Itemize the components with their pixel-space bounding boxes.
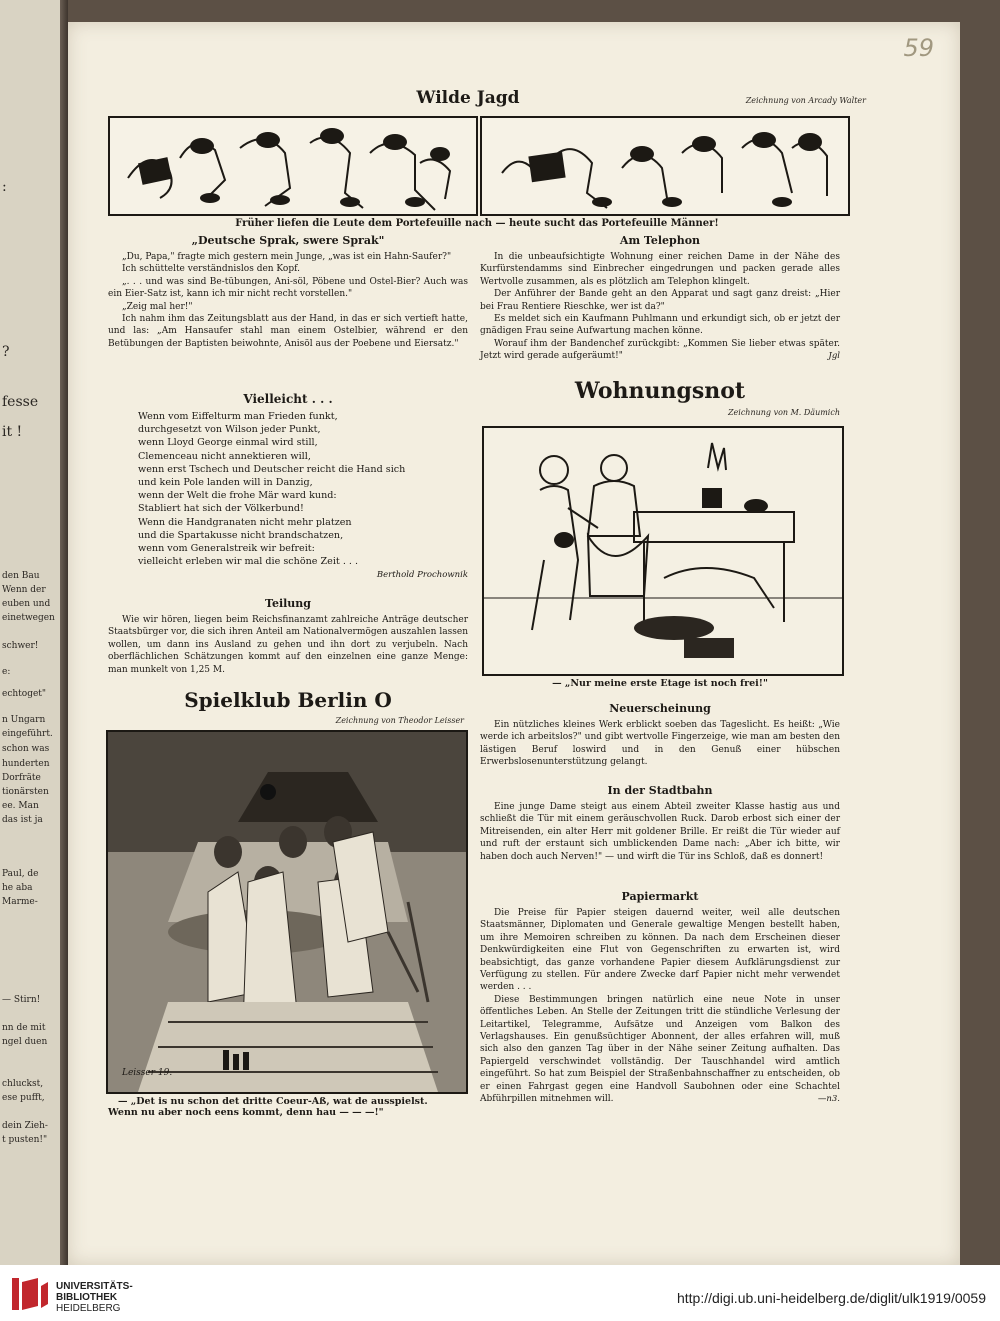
previous-page-edge — [0, 0, 60, 1265]
previous-page-text-fragment: ee. Man — [2, 801, 39, 811]
am-telephon-author: Jgl — [828, 350, 840, 361]
page-number: 59 — [903, 34, 934, 62]
verse-line: und die Spartakusse nicht brandschatzen, — [138, 529, 344, 541]
previous-page-text-fragment: das ist ja — [2, 815, 43, 825]
neuerscheinung-article — [480, 702, 840, 769]
source-url-link[interactable]: http://digi.ub.uni-heidelberg.de/diglit/ulk1919/0059 — [676, 1290, 986, 1306]
paragraph: Ich nahm ihm das Zeitungsblatt aus der Hand, in das er sich vertieft hatte, und las: „Am Hansaufer stahl man einem Ostelbier, während er den Betübungen der Baptisten beiwohnte, Anisöl aus der Poebene und Eiersatz." — [108, 314, 468, 349]
previous-page-text-fragment: den Bau — [2, 571, 40, 581]
verse-line: Stabliert hat sich der Völkerbund! — [138, 503, 304, 515]
previous-page-text-fragment: hunderten — [2, 759, 50, 769]
verse-line: wenn Lloyd George einmal wird still, — [138, 437, 318, 449]
deutsche-sprak-article — [108, 234, 468, 350]
previous-page-text-fragment: fesse — [2, 394, 39, 410]
vielleicht-poem — [108, 392, 468, 580]
paragraph: „Du, Papa," fragte mich gestern mein Junge, „was ist ein Hahn-Saufer?" — [122, 252, 452, 262]
vielleicht-verse — [108, 410, 468, 568]
deutsche-sprak-title: „Deutsche Sprak, swere Sprak" — [191, 234, 385, 247]
previous-page-text-fragment: e: — [2, 667, 11, 677]
previous-page-text-fragment: tionärsten — [2, 787, 49, 797]
book-spine — [60, 0, 68, 1265]
papiermarkt-title: Papiermarkt — [621, 890, 699, 903]
papiermarkt-article — [480, 890, 840, 1104]
previous-page-text-fragment: ngel duen — [2, 1037, 48, 1047]
wilde-jagd-left-panel — [108, 116, 478, 216]
spielklub-illustration — [106, 730, 468, 1094]
wilde-jagd-right-panel — [480, 116, 850, 216]
spielklub-caption — [108, 1096, 468, 1118]
apartment-drawing — [484, 428, 842, 674]
am-telephon-body — [480, 251, 840, 363]
previous-page-text-fragment: he aba — [2, 883, 33, 893]
paragraph: Der Anführer der Bande geht an den Apparat und sagt ganz dreist: „Hier bei Frau Rentiere Rieschke, wer ist da?" — [480, 289, 840, 312]
previous-page-text-fragment: einetwegen — [2, 613, 55, 623]
deutsche-sprak-body — [108, 251, 468, 350]
verse-line: Wenn die Handgranaten nicht mehr platzen — [138, 516, 352, 528]
paragraph: Ein nützliches kleines Werk erblickt soeben das Tageslicht. Es heißt: „Wie werde ich arbeitslos?" und gibt wertvolle Fingerzeige, wie man am besten den lästigen Beruf loswird und in den Genuß einer hübschen Erwerbslosenunterstützung gelangt. — [480, 720, 840, 768]
caption-line: — „Det is nu schon det dritte Coeur-Aß, wat de ausspielst. — [118, 1096, 428, 1107]
wilde-jagd-credit: Zeichnung von Arcady Walter — [745, 96, 866, 105]
previous-page-text-fragment: n Ungarn — [2, 715, 46, 725]
previous-page-text-fragment: echtoget" — [2, 689, 47, 699]
teilung-body — [108, 614, 468, 676]
previous-page-text-fragment: euben und — [2, 599, 51, 609]
previous-page-text-fragment: schon was — [2, 744, 50, 754]
running-portfolio-drawing — [482, 118, 848, 214]
stadtbahn-body — [480, 801, 840, 863]
previous-page-text-fragment: schwer! — [2, 641, 39, 651]
neuerscheinung-title: Neuerscheinung — [609, 702, 711, 715]
vielleicht-title: Vielleicht . . . — [243, 392, 333, 406]
papiermarkt-author: —n3. — [817, 1093, 840, 1104]
verse-line: wenn erst Tschech und Deutscher reicht die Hand sich — [138, 463, 406, 475]
spielklub-title: Spielklub Berlin O — [184, 688, 392, 712]
previous-page-text-fragment: Dorfräte — [2, 773, 41, 783]
previous-page-text-fragment: — Stirn! — [2, 995, 41, 1005]
institution-line: BIBLIOTHEK — [56, 1292, 118, 1303]
paragraph: Wie wir hören, liegen beim Reichsfinanzamt zahlreiche Anträge deutscher Staatsbürger vor, die sich ihren Anteil am Nationalvermögen auszahlen lassen wollen, um dann ins Ausland zu gehen und ihn dort zu verjubeln. Nach oberflächlichen Schätzungen kommt auf den einzelnen eine ganze Menge: man munkelt von 1,25 M. — [108, 615, 468, 675]
card-players-drawing — [108, 732, 466, 1092]
magazine-page — [68, 22, 960, 1265]
previous-page-text-fragment: it ! — [2, 424, 23, 440]
wilde-jagd-caption: Früher liefen die Leute dem Portefeuille nach — heute sucht das Portefeuille Männer! — [235, 218, 719, 229]
previous-page-text-fragment: dein Zieh- — [2, 1121, 48, 1131]
wilde-jagd-title: Wilde Jagd — [416, 88, 520, 108]
artist-signature: Leisser 19. — [122, 1068, 173, 1078]
previous-page-text-fragment: : — [2, 179, 7, 195]
paragraph: Worauf ihm der Bandenchef zurückgibt: „Kommen Sie lieber etwas später. Jetzt wird gerade aufgeräumt!" — [480, 338, 840, 362]
verse-line: wenn der Welt die frohe Mär ward kund: — [138, 490, 337, 502]
previous-page-text-fragment: ese pufft, — [2, 1093, 45, 1103]
verse-line: wenn vom Generalstreik wir befreit: — [138, 543, 315, 555]
paragraph: Diese Bestimmungen bringen natürlich eine neue Note in unser öffentliches Leben. An Stelle der Zeitungen tritt die stündliche Verlesung der Leitartikel, Telegramme, Aufsätze und Anzeigen vom Balkon des Verlagshauses. Ein genußsüchtiger Abonnent, der alles erfahren will, muß sich also den ganzen Tag über in der Nähe seiner Zeitung aufhalten. Das Papiergeld verschwindet vollständig. Der Tauschhandel wird amtlich eingeführt. So hat zum Beispiel der Straßenbahnschaffner zu entscheiden, ob er einen Fahrgast gegen eine Handvoll Saubohnen oder eine Schachtel Abführpillen mitnehmen will. — [480, 994, 840, 1105]
verse-line: und kein Pole landen will in Danzig, — [138, 477, 313, 489]
institution-name — [56, 1281, 133, 1314]
institution-line: HEIDELBERG — [56, 1303, 121, 1314]
paragraph: „. . . und was sind Be-tübungen, Ani-söl, Pöbene und Ostel-Bier? Auch was ein Eier-Satz ist, kann ich mir nicht recht vorstellen." — [108, 276, 468, 300]
previous-page-text-fragment: Paul, de — [2, 869, 39, 879]
verse-line: durchgesetzt von Wilson jeder Punkt, — [138, 424, 321, 436]
caption-line: Wenn nu aber noch eens kommt, denn hau — — —!" — [108, 1107, 384, 1118]
institution-line: UNIVERSITÄTS- — [56, 1281, 133, 1292]
verse-line: vielleicht erleben wir mal die schöne Zeit . . . — [138, 556, 359, 568]
previous-page-text-fragment: t pusten!" — [2, 1135, 48, 1145]
university-library-logo-icon — [10, 1276, 50, 1312]
running-men-drawing — [110, 118, 476, 214]
stadtbahn-article — [480, 784, 840, 863]
previous-page-text-fragment: eingeführt. — [2, 729, 53, 739]
paragraph: In die unbeaufsichtigte Wohnung einer reichen Dame in der Nähe des Kurfürstendamms sind Einbrecher eingedrungen und packen gerade alles Wertvolle zusammen, als es plötzlich am Telephon klingelt. — [480, 252, 840, 287]
am-telephon-article — [480, 234, 840, 361]
verse-line: Clemenceau nicht annektieren will, — [138, 450, 311, 462]
previous-page-text-fragment: Marme- — [2, 897, 38, 907]
previous-page-text-fragment: Wenn der — [2, 585, 46, 595]
previous-page-text-fragment: ? — [2, 344, 10, 360]
vielleicht-author: Berthold Prochownik — [376, 570, 468, 581]
stadtbahn-title: In der Stadtbahn — [607, 784, 713, 797]
papiermarkt-body — [480, 907, 840, 1106]
paragraph: Die Preise für Papier steigen dauernd weiter, weil alle deutschen Staatsmänner, Diplomaten und Generale gewaltige Mengen bestellt haben, um ihre Memoiren schreiben zu können. Da nach dem Erscheinen dieser Denkwürdigkeiten eine Flut von Gegenschriften zu erwarten ist, wird beabsichtigt, das ganze vorhandene Papier diesem Aufklärungsdienst zur Verfügung zu stellen. Für andere Zwecke darf Papier nicht mehr verwendet werden . . . — [480, 908, 840, 993]
paragraph: Ich schüttelte verständnislos den Kopf. — [122, 264, 300, 275]
previous-page-text-fragment: nn de mit — [2, 1023, 46, 1033]
am-telephon-title: Am Telephon — [619, 234, 701, 247]
wohnungsnot-illustration — [482, 426, 844, 676]
wohnungsnot-title: Wohnungsnot — [574, 378, 746, 404]
teilung-title: Teilung — [265, 597, 311, 610]
paragraph: „Zeig mal her!" — [122, 301, 193, 312]
spielklub-credit: Zeichnung von Theodor Leisser — [335, 716, 464, 725]
teilung-article — [108, 597, 468, 676]
neuerscheinung-body — [480, 719, 840, 769]
previous-page-text-fragment: chluckst, — [2, 1079, 44, 1089]
verse-line: Wenn vom Eiffelturm man Frieden funkt, — [138, 411, 338, 422]
paragraph: Es meldet sich ein Kaufmann Puhlmann und erkundigt sich, ob er jetzt der gnädigen Frau seine Aufwartung machen könne. — [480, 314, 840, 337]
wohnungsnot-caption: — „Nur meine erste Etage ist noch frei!" — [552, 678, 768, 689]
paragraph: Eine junge Dame steigt aus einem Abteil zweiter Klasse hastig aus und schließt die Tür mit einem geräuschvollen Ruck. Darob erbost sich einer der Mitreisenden, ein alter Herr mit goldener Brille. Er reißt die Tür wieder auf und ruft der erstaunt sich umblickenden Dame nach: „Aber ich bitte, wir haben doch auch Nerven!" — und wirft die Tür ins Schloß, daß es donnert! — [480, 802, 840, 862]
wohnungsnot-credit: Zeichnung von M. Däumich — [727, 408, 840, 417]
